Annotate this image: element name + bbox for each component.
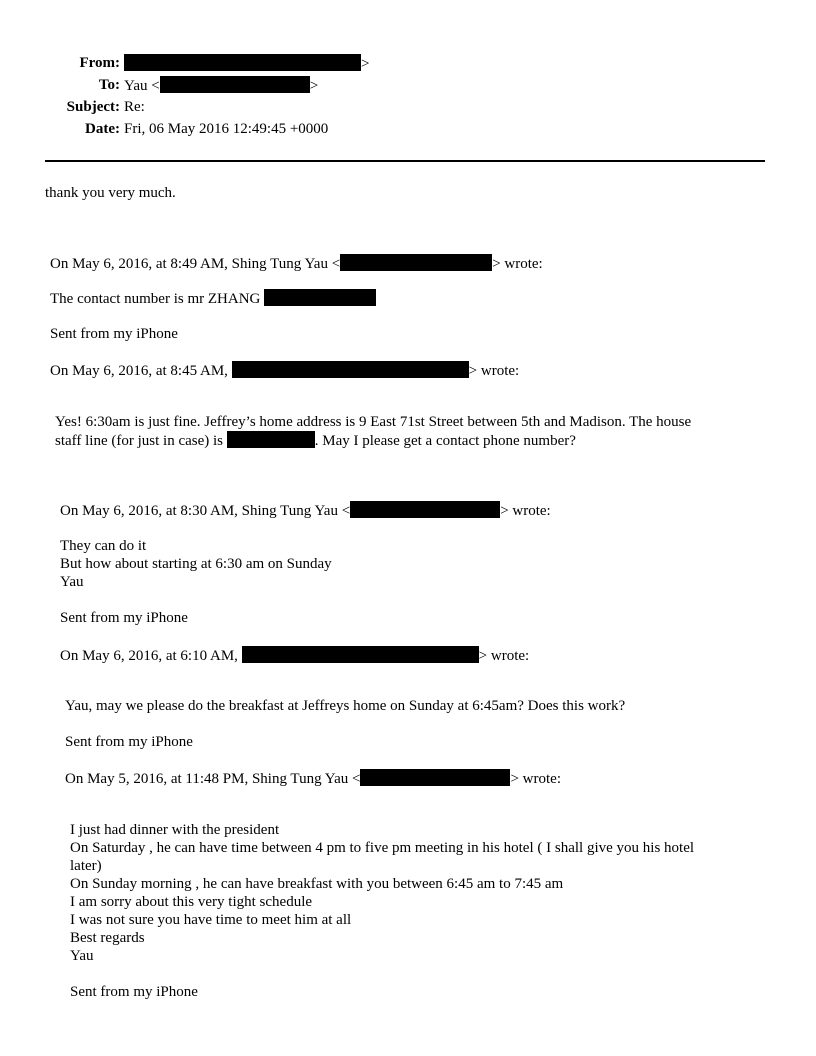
redacted-block: [227, 431, 315, 448]
attribution-line: [50, 254, 543, 273]
message-line: But how about starting at 6:30 am on Sunday: [60, 556, 332, 572]
message-line: I just had dinner with the president: [70, 822, 280, 838]
attribution-suffix: > wrote:: [468, 363, 520, 379]
message-line: later): [70, 858, 102, 874]
attribution-prefix: On May 6, 2016, at 8:45 AM,: [50, 363, 228, 379]
signature: Sent from my iPhone: [65, 734, 193, 750]
to-suffix: >: [309, 78, 319, 94]
redacted-block: [242, 646, 479, 663]
redacted-block: [350, 501, 500, 518]
message-text: staff line (for just in case) is: [55, 433, 224, 449]
attribution-suffix: > wrote:: [492, 256, 543, 272]
attribution-line: [60, 501, 551, 520]
message-line: I was not sure you have time to meet him at all: [70, 912, 352, 928]
message-line: Yau, may we please do the breakfast at Jeffreys home on Sunday at 6:45am? Does this work?: [65, 698, 626, 714]
message-line: Best regards: [70, 930, 145, 946]
message-line: On Saturday , he can have time between 4 pm to five pm meeting in his hotel ( I shall give you his hotel: [70, 840, 695, 856]
redacted-block: [232, 361, 469, 378]
message-line: Yes! 6:30am is just fine. Jeffrey’s home address is 9 East 71st Street between 5th and Madison. The house: [55, 414, 692, 430]
message-line: [55, 431, 576, 450]
to-value: [124, 76, 318, 95]
message-text: . May I please get a contact phone number?: [314, 433, 576, 449]
to-label: To:: [98, 77, 120, 93]
date-label: Date:: [85, 121, 120, 137]
attribution-line: [65, 769, 561, 788]
message-line: Yau: [60, 574, 84, 590]
from-label: From:: [79, 55, 120, 71]
to-name: Yau <: [124, 78, 160, 94]
signature: Sent from my iPhone: [50, 326, 178, 342]
attribution-prefix: On May 6, 2016, at 8:30 AM, Shing Tung Yau <: [60, 503, 351, 519]
message-line: On Sunday morning , he can have breakfast with you between 6:45 am to 7:45 am: [70, 876, 564, 892]
attribution-prefix: On May 5, 2016, at 11:48 PM, Shing Tung Yau <: [65, 771, 361, 787]
redacted-block: [264, 289, 376, 306]
attribution-line: [60, 646, 529, 665]
redacted-block: [360, 769, 510, 786]
subject-value: Re:: [124, 99, 145, 115]
attribution-prefix: On May 6, 2016, at 6:10 AM,: [60, 648, 238, 664]
message-text: The contact number is mr ZHANG: [50, 291, 261, 307]
from-value: [124, 54, 369, 73]
reply-text: thank you very much.: [45, 185, 176, 201]
redacted-block: [124, 54, 361, 71]
attribution-suffix: > wrote:: [478, 648, 530, 664]
attribution-line: [50, 361, 519, 380]
redacted-block: [340, 254, 492, 271]
message-line: They can do it: [60, 538, 147, 554]
subject-label: Subject:: [66, 99, 120, 115]
message-line: Yau: [70, 948, 94, 964]
attribution-suffix: > wrote:: [510, 771, 561, 787]
message-line: I am sorry about this very tight schedule: [70, 894, 313, 910]
date-value: Fri, 06 May 2016 12:49:45 +0000: [124, 121, 329, 137]
from-suffix: >: [361, 56, 370, 72]
message-line: [50, 289, 376, 308]
header-divider: [45, 160, 765, 162]
attribution-prefix: On May 6, 2016, at 8:49 AM, Shing Tung Yau <: [50, 256, 341, 272]
signature: Sent from my iPhone: [70, 984, 198, 1000]
redacted-block: [160, 76, 310, 93]
attribution-suffix: > wrote:: [500, 503, 551, 519]
signature: Sent from my iPhone: [60, 610, 188, 626]
